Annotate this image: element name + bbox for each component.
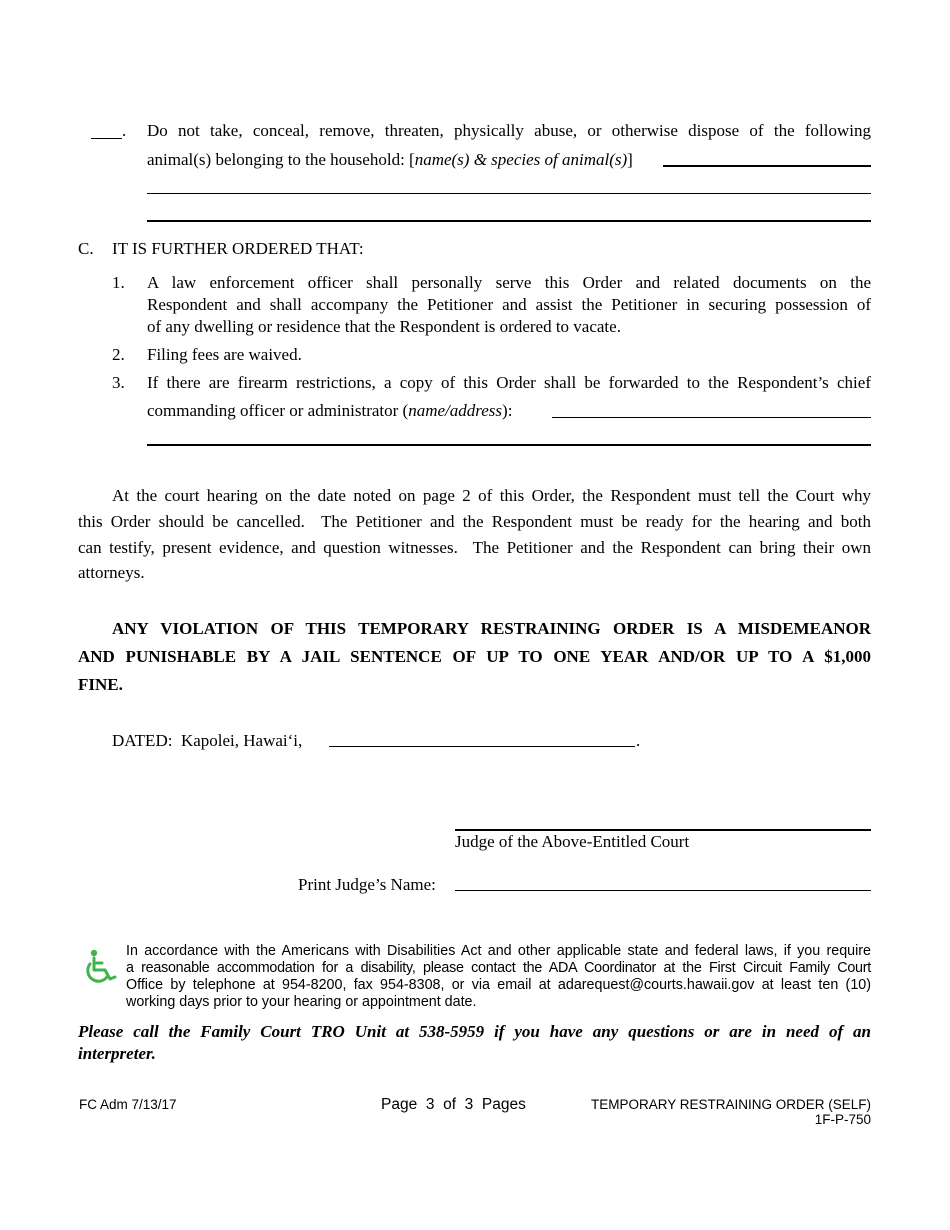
dated-input-line[interactable] xyxy=(329,746,635,747)
item-3-number: 3. xyxy=(112,373,125,392)
item-3-line1: If there are firearm restrictions, a copy of this Order shall be forwarded to the Respondent’s chief xyxy=(147,373,871,392)
dated-label: DATED: Kapolei, Hawai‘i, xyxy=(112,731,303,750)
animals-input-line-1[interactable] xyxy=(663,165,871,167)
animals-clause-line1: Do not take, conceal, remove, threaten, physically abuse, or otherwise dispose of the following xyxy=(147,121,871,140)
footer-form-admin-date: FC Adm 7/13/17 xyxy=(79,1097,177,1112)
tro-notice-line2: interpreter. xyxy=(78,1044,156,1063)
item-1-number: 1. xyxy=(112,273,125,292)
hearing-paragraph-line4: attorneys. xyxy=(78,563,145,582)
item-1-line2: Respondent and shall accompany the Petitioner and assist the Petitioner in securing possession of xyxy=(147,295,871,314)
item-2-number: 2. xyxy=(112,345,125,364)
animals-clause-line2: animal(s) belonging to the household: [name(s) & species of animal(s)] xyxy=(147,150,633,169)
print-judge-name-line[interactable] xyxy=(455,890,871,891)
item-1-line1: A law enforcement officer shall personally serve this Order and related documents on the xyxy=(147,273,871,292)
section-c-letter: C. xyxy=(78,239,94,258)
section-c-heading: IT IS FURTHER ORDERED THAT: xyxy=(112,239,364,258)
hearing-paragraph-line1: At the court hearing on the date noted on page 2 of this Order, the Respondent must tell the Court why xyxy=(112,486,871,505)
animals-marker: . xyxy=(122,121,127,140)
dated-period: . xyxy=(636,731,641,750)
footer-form-title: TEMPORARY RESTRAINING ORDER (SELF) xyxy=(590,1097,871,1112)
print-judge-name-label: Print Judge’s Name: xyxy=(298,875,436,894)
footer-form-number: 1F-P-750 xyxy=(814,1112,871,1127)
item-2-text: Filing fees are waived. xyxy=(147,345,302,364)
officer-name-address-line-2[interactable] xyxy=(147,444,871,446)
violation-warning-line3: FINE. xyxy=(78,675,123,694)
animals-input-line-3[interactable] xyxy=(147,220,871,222)
footer-page-indicator: Page 3 of 3 Pages xyxy=(381,1096,526,1113)
violation-warning-line1: ANY VIOLATION OF THIS TEMPORARY RESTRAINING ORDER IS A MISDEMEANOR xyxy=(112,619,871,638)
item-3-line2: commanding officer or administrator (name/address): xyxy=(147,401,513,420)
tro-notice-line1: Please call the Family Court TRO Unit at 538-5959 if you have any questions or are in need of an xyxy=(78,1022,871,1041)
wheelchair-icon-svg xyxy=(81,948,119,986)
wheelchair-icon xyxy=(81,948,119,986)
ada-notice-line2: a reasonable accommodation for a disability, please contact the ADA Coordinator at the First Circuit Family Court xyxy=(126,960,871,976)
judge-caption: Judge of the Above-Entitled Court xyxy=(455,832,690,851)
animals-checkbox-blank[interactable] xyxy=(91,138,122,139)
item-1-line3: of any dwelling or residence that the Respondent is ordered to vacate. xyxy=(147,317,621,336)
hearing-paragraph-line2: this Order should be cancelled. The Petitioner and the Respondent must be ready for the hearing and both xyxy=(78,512,871,531)
animals-input-line-2[interactable] xyxy=(147,193,871,194)
hearing-paragraph-line3: can testify, present evidence, and question witnesses. The Petitioner and the Respondent can bring their own xyxy=(78,538,871,557)
ada-notice-line3: Office by telephone at 954-8200, fax 954-8308, or via email at adarequest@courts.hawaii.gov at least ten (10) xyxy=(126,977,871,993)
judge-signature-line[interactable] xyxy=(455,829,871,831)
ada-notice-line1: In accordance with the Americans with Disabilities Act and other applicable state and federal laws, if you require xyxy=(126,943,871,959)
officer-name-address-line-1[interactable] xyxy=(552,417,871,418)
ada-notice-line4: working days prior to your hearing or appointment date. xyxy=(126,994,477,1010)
violation-warning-line2: AND PUNISHABLE BY A JAIL SENTENCE OF UP TO ONE YEAR AND/OR UP TO A $1,000 xyxy=(78,647,871,666)
